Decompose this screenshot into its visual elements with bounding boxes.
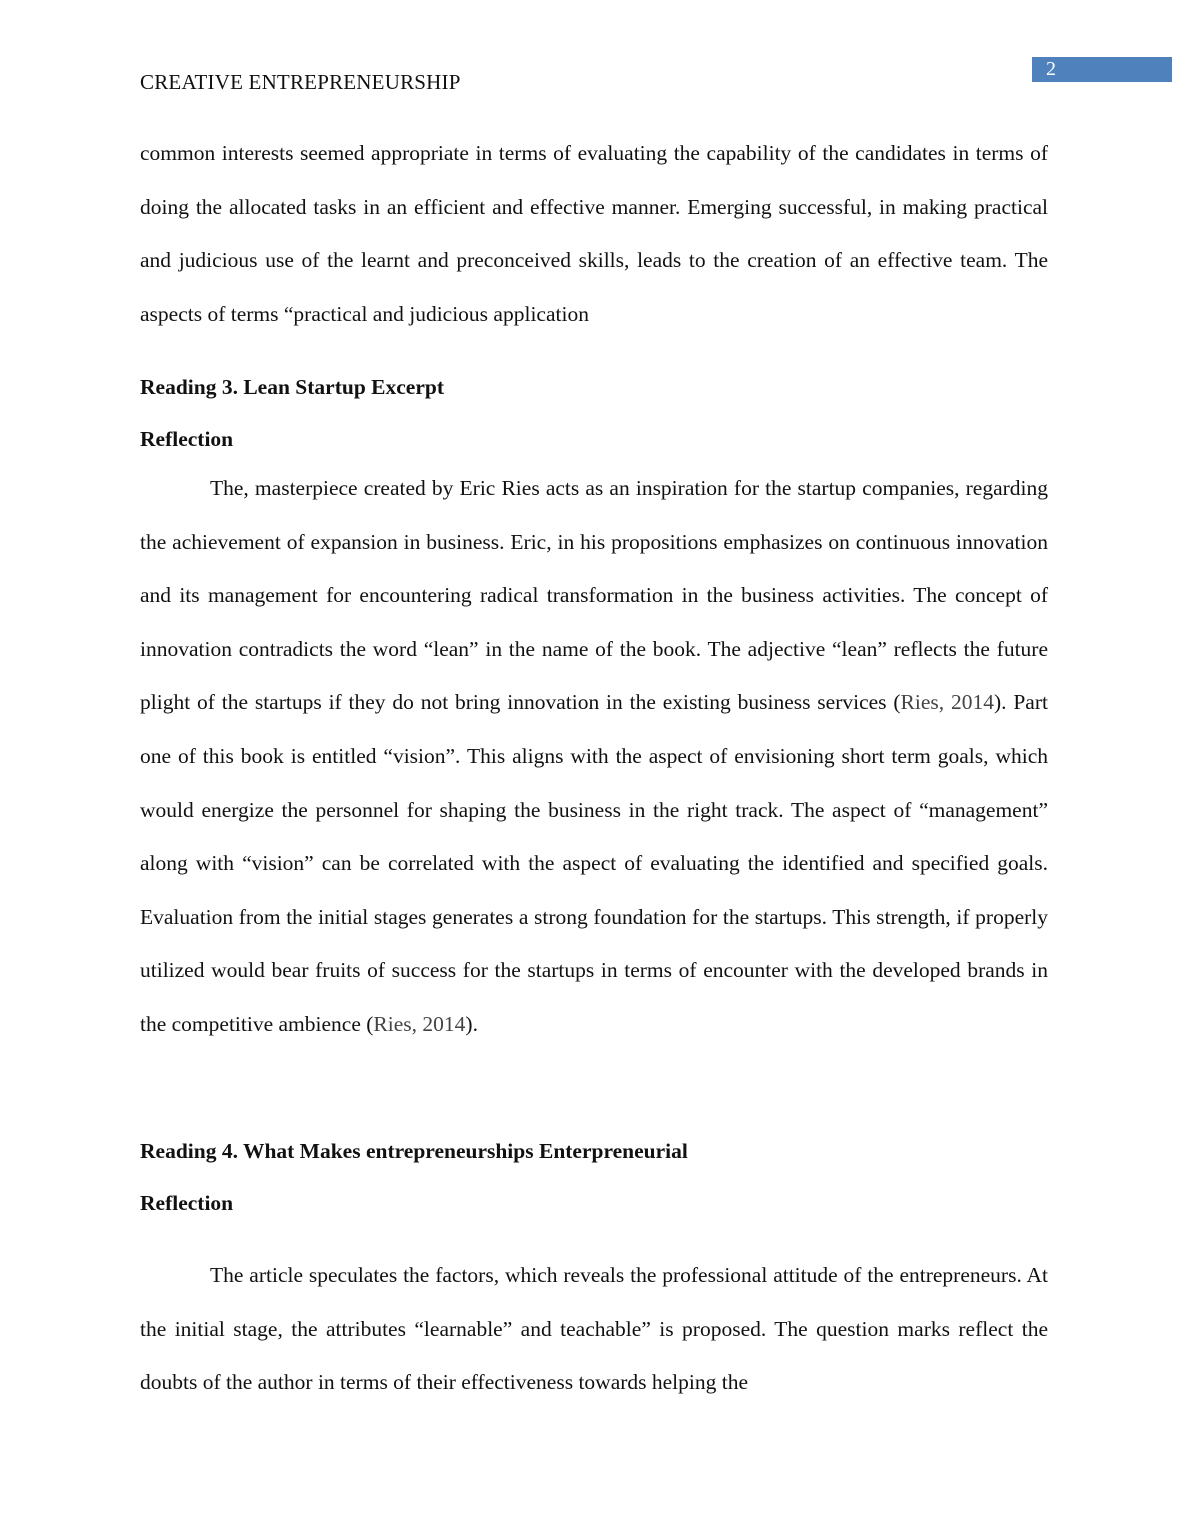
continuation-text: common interests seemed appropriate in terms of evaluating the capability of the candidates in terms of doing the allocated tasks in an efficient and effective manner. Emerging successful, in making practical and judicious use of the learnt and preconceived skills, leads to the creation of an effective team. The aspects of terms “practical and judicious application [140,141,1048,326]
citation-ries-1: Ries, 2014 [900,690,994,715]
page-number: 2 [1032,57,1172,82]
section3-subheading: Reflection [140,427,234,451]
section4-paragraph [140,1249,1048,1410]
section4-heading: Reading 4. What Makes entrepreneurships Enterpreneurial [140,1139,688,1163]
section3-text-c: ). [465,1011,478,1036]
section3-heading: Reading 3. Lean Startup Excerpt [140,375,444,399]
section4-text: The article speculates the factors, which reveals the professional attitude of the entrepreneurs. At the initial stage, the attributes “learnable” and teachable” is proposed. The question marks reflect the doubts of the author in terms of their effectiveness towards helping the [140,1263,1048,1395]
section3-text-b: ). Part one of this book is entitled “vision”. This aligns with the aspect of envisioning short term goals, which would energize the personnel for shaping the business in the right track. The aspect of “management” along with “vision” can be correlated with the aspect of evaluating the identified and specified goals. Evaluation from the initial stages generates a strong foundation for the startups. This strength, if properly utilized would bear fruits of success for the startups in terms of encounter with the developed brands in the competitive ambience ( [140,690,1048,1036]
continuation-paragraph [140,127,1048,341]
section3-paragraph [140,462,1048,1052]
running-head: CREATIVE ENTREPRENEURSHIP [140,70,461,94]
section3-text-a: The, masterpiece created by Eric Ries acts as an inspiration for the startup companies, regarding the achievement of expansion in business. Eric, in his propositions emphasizes on continuous innovation and its management for encountering radical transformation in the business activities. The concept of innovation contradicts the word “lean” in the name of the book. The adjective “lean” reflects the future plight of the startups if they do not bring innovation in the existing business services ( [140,476,1048,715]
section4-subheading: Reflection [140,1191,234,1215]
citation-ries-2: Ries, 2014 [373,1011,466,1036]
